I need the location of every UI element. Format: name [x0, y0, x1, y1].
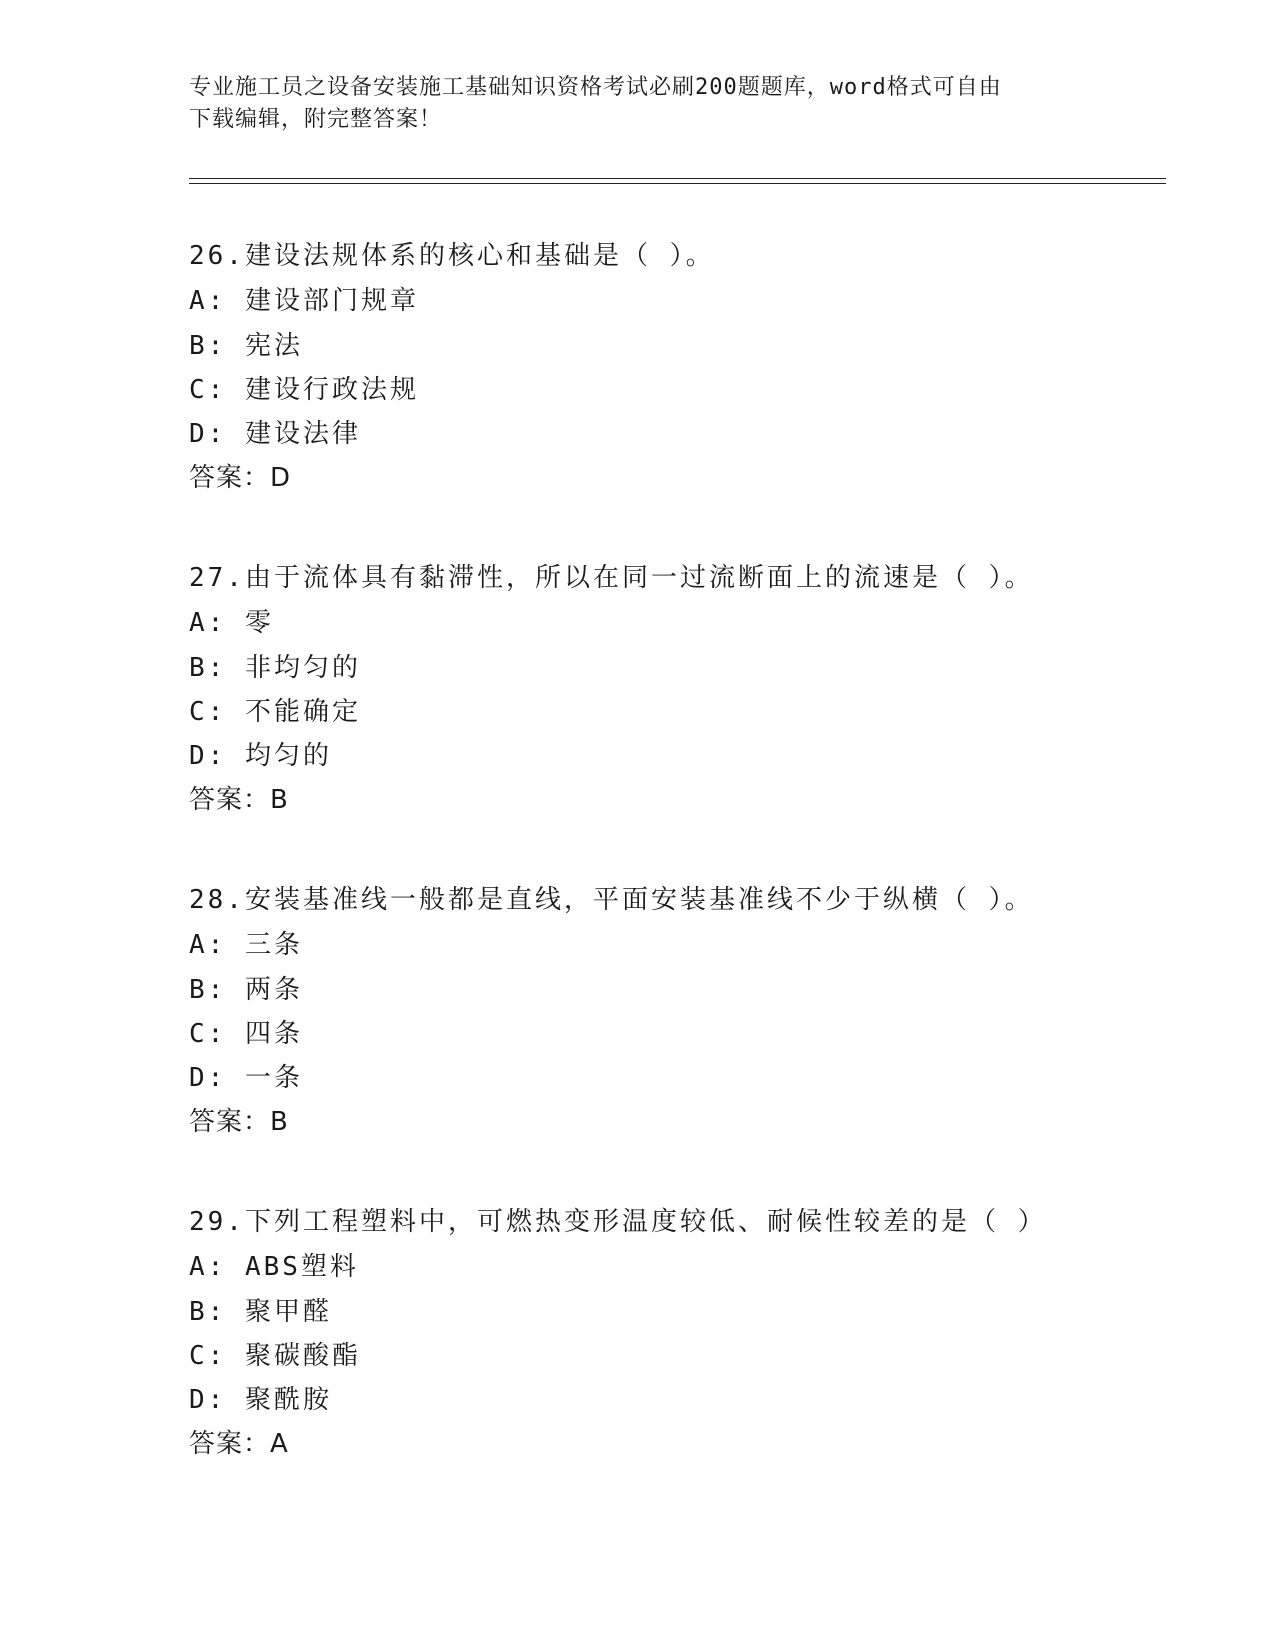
answer: 答案：B [189, 785, 289, 815]
option-b: B: 非均匀的 [189, 653, 361, 683]
option-a: A: 三条 [189, 930, 303, 960]
option-d: D: 均匀的 [189, 741, 332, 771]
question-stem: 29.下列工程塑料中，可燃热变形温度较低、耐候性较差的是（ ） [189, 1207, 1047, 1237]
option-b: B: 聚甲醛 [189, 1297, 332, 1327]
option-c: C: 建设行政法规 [189, 375, 419, 405]
option-c: C: 聚碳酸酯 [189, 1341, 361, 1371]
question-stem: 28.安装基准线一般都是直线，平面安装基准线不少于纵横（ ）。 [189, 885, 1034, 915]
header-line-1: 专业施工员之设备安装施工基础知识资格考试必刷200题题库，word格式可自由 [189, 75, 1002, 100]
option-c: C: 不能确定 [189, 697, 361, 727]
option-d: D: 建设法律 [189, 419, 361, 449]
option-b: B: 两条 [189, 975, 303, 1005]
option-c: C: 四条 [189, 1019, 303, 1049]
answer: 答案：B [189, 1107, 289, 1137]
header-line-2: 下载编辑，附完整答案！ [189, 107, 443, 132]
option-b: B: 宪法 [189, 331, 303, 361]
option-a: A: 建设部门规章 [189, 286, 419, 316]
question-stem: 26.建设法规体系的核心和基础是（ ）。 [189, 241, 715, 271]
question-stem: 27.由于流体具有黏滞性，所以在同一过流断面上的流速是（ ）。 [189, 563, 1034, 593]
answer: 答案：A [189, 1429, 289, 1459]
option-a: A: 零 [189, 608, 274, 638]
document-header [189, 72, 1089, 136]
option-d: D: 聚酰胺 [189, 1385, 332, 1415]
option-d: D: 一条 [189, 1063, 303, 1093]
header-divider-bottom [189, 183, 1166, 184]
option-a: A: ABS塑料 [189, 1252, 359, 1282]
answer: 答案：D [189, 463, 292, 493]
header-divider-top [189, 178, 1166, 179]
